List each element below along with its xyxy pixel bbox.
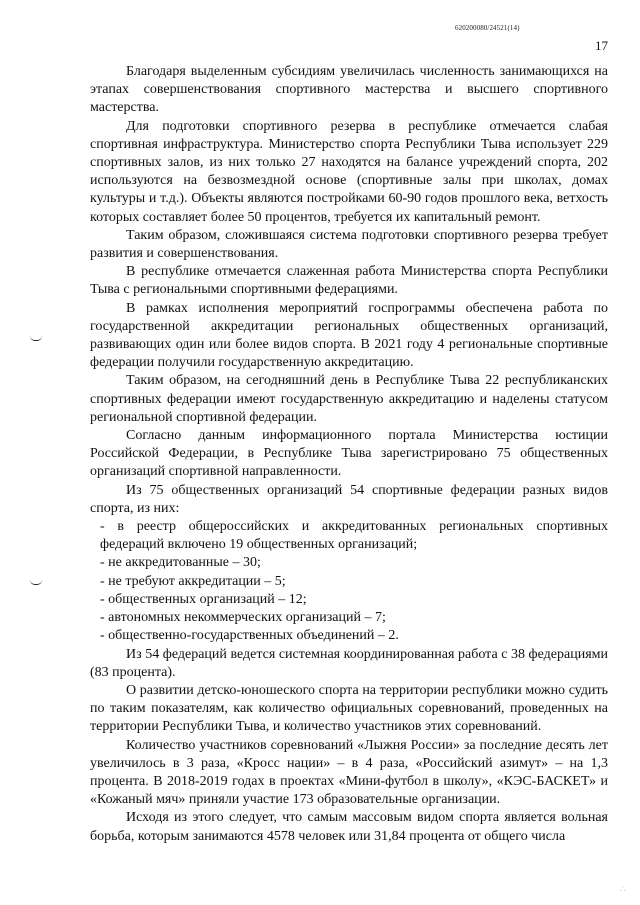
list-item: - общественных организаций – 12; xyxy=(100,591,307,607)
paragraph: Из 75 общественных организаций 54 спортивные федерации разных видов спорта, из них: xyxy=(90,482,608,516)
list-item: - автономных некоммерческих организаций – 7; xyxy=(100,610,386,626)
document-body xyxy=(90,63,608,846)
list-item: - не требуют аккредитации – 5; xyxy=(100,573,286,589)
document-code: 620200080/24521(14) xyxy=(455,24,520,32)
paragraph: Таким образом, сложившаяся система подготовки спортивного резерва требует развития и совершенствования. xyxy=(90,227,608,262)
page-number: 17 xyxy=(595,38,608,53)
scan-artifact: ∴ xyxy=(620,884,626,894)
paragraph: Благодаря выделенным субсидиям увеличилась численность занимающихся на этапах совершенствования спортивного мастерства и высшего спортивного мастерства. xyxy=(90,64,608,116)
list-item: - в реестр общероссийских и аккредитованных региональных спортивных федераций включено 19 общественных организаций; xyxy=(100,519,608,553)
paragraph: В республике отмечается слаженная работа Министерства спорта Республики Тыва с региональными спортивными федерациями. xyxy=(90,264,608,298)
list-item: - общественно-государственных объединений – 2. xyxy=(100,628,399,644)
paragraph: О развитии детско-юношеского спорта на территории республики можно судить по таким показателям, как количество официальных соревнований, проведенных на территории Республики Тыва, и количество участников этих соревнований. xyxy=(90,682,608,735)
paragraph: В рамках исполнения мероприятий госпрограммы обеспечена работа по государственной аккредитации региональных общественных организаций, развивающих один или более видов спорта. В 2021 году 4 региональные спортивные федерации получили государственную аккредитацию. xyxy=(90,300,608,371)
margin-mark xyxy=(30,580,42,585)
paragraph: Исходя из этого следует, что самым массовым видом спорта является вольная борьба, которым занимаются 4578 человек или 31,84 процента от общего числа xyxy=(90,810,608,844)
paragraph: Согласно данным информационного портала Министерства юстиции Российской Федерации, в Республике Тыва зарегистрировано 75 общественных организаций спортивной направленности. xyxy=(90,428,608,480)
paragraph: Для подготовки спортивного резерва в республике отмечается слабая спортивная инфраструктура. Министерство спорта Республики Тыва использует 229 спортивных залов, из них только 27 находятся на балансе учреждений спорта, 202 используются на безвозмездной основе (спортивные залы при школах, домах культуры и т.д.). Объекты являются постройками 60-90 годов прошлого века, ветхость которых составляет более 50 процентов, требуется их капитальный ремонт. xyxy=(90,118,608,225)
paragraph: Таким образом, на сегодняшний день в Республике Тыва 22 республиканских спортивных федерации имеют государственную аккредитацию и наделены статусом региональной спортивной федерации. xyxy=(90,373,608,425)
list-item: - не аккредитованные – 30; xyxy=(100,555,261,571)
margin-mark xyxy=(30,336,42,341)
paragraph: Из 54 федераций ведется системная координированная работа с 38 федерациями (83 процента). xyxy=(90,646,608,680)
paragraph: Количество участников соревнований «Лыжня России» за последние десять лет увеличилось в 3 раза, «Кросс нации» – в 4 раза, «Российский азимут» – на 1,3 процента. В 2018-2019 годах в проектах «Мини-футбол в школу», «КЭС-БАСКЕТ» и «Кожаный мяч» приняли участие 173 образовательные организации. xyxy=(90,737,608,808)
